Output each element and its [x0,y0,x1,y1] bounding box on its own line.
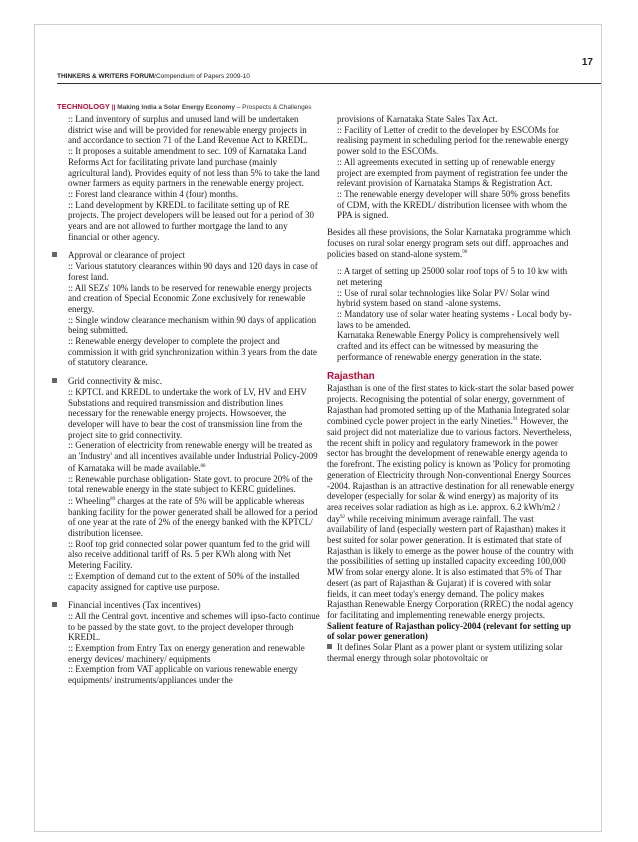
footnote-ref: 90 [462,250,468,256]
left-column [58,114,320,686]
grid-item: :: Roof top grid connected solar power quantum fed to the grid will also receive additional tariff of Rs. 5 per KWh along with Net Metering Facility. [68,538,310,571]
header-rule [57,83,601,84]
rajasthan-paragraph [327,383,575,620]
land-items [58,114,320,242]
continued-item: :: The renewable energy developer will share 50% gross benefits of CDM, with the KREDL/ distribution licensee with whom the PPA is signed. [337,188,570,221]
header-category: TECHNOLOGY [57,102,110,111]
rajasthan-text: while receiving minimum average rainfall. The vast availability of land (especially western part of Rajasthan) makes it best suited for solar power generation. It is estimated that state of Rajasthan is likely to emerge as the power house of the country with the possibilities of setting up installed capacity exceeding 100,000 MW from solar energy alone. It is also estimated that 5% of Thar desert (as part of Rajasthan & Gujarat) if is covered with solar fields, it can meet today's energy demand. The policy makes Rajasthan Renewable Energy Corporation (RREC) the nodal agency for facilitating and implementing renewable energy projects. [327,513,574,620]
bullet-square-icon [52,602,57,607]
header-separator: || [111,104,116,111]
bullet-square-icon [52,252,57,257]
rajasthan-heading: Rajasthan [327,371,375,383]
footnote-ref: 91 [512,417,518,423]
footnote-ref: 92 [340,514,345,520]
right-column [327,114,575,663]
footnote-ref: 88 [200,463,206,469]
salient-heading: Salient feature of Rajasthan policy-2004 (relevant for setting up of solar power generation) [327,620,571,642]
header-org: THINKERS & WRITERS FORUM [57,73,155,80]
header-subtitle: – Prospects & Challenges [234,104,312,111]
approval-item: :: All SEZs' 10% lands to be reserved for renewable energy projects and creation of Special Economic Zone exclusively for renewable energy. [68,282,312,314]
grid-item-text: charges at the rate of 5% will be applicable whereas banking facility for the power generated shall be allowed for a period of one year at the rate of 2% of the energy banked with the KPTCL/ distribution licensee. [68,495,318,539]
rajasthan-text: Rajasthan is one of the first states to kick-start the solar based power projects. Recognising the potential of solar energy, government of Rajasthan had promoted setting up of the Mathania Integrated solar combined cycle power project in the early Nineties. [327,383,574,427]
running-header [57,73,250,80]
target-items [327,266,575,362]
page-number: 17 [581,57,593,68]
financial-section [58,600,320,686]
land-item: :: Land inventory of surplus and unused land will be undertaken district wise and will be provided for renewable energy projects in and accordance to section 71 of the Land Revenue Act to KREDL. [68,114,308,146]
continued-item: provisions of Karnataka State Sales Tax Act. [337,114,498,124]
land-item: :: Land development by KREDL to facilitate setting up of RE projects. The project developers will be leased out for a period of 30 years and are not allowed to further mortgage the land to any financial or other agency. [68,199,315,242]
header-compendium: /Compendium of Papers 2009-10 [154,73,250,80]
bullet-square-icon [327,644,332,649]
besides-paragraph [327,227,575,260]
bullet-square-icon [52,378,57,383]
grid-item: :: KPTCL and KREDL to undertake the work of LV, HV and EHV Substations and required transmission and distribution lines necessary for the renewable energy projects. Howsoever, the developer will have to bear the cost of transmission line from the project site to grid connectivity. [68,386,307,440]
approval-item: :: Various statutory clearances within 90 days and 120 days in case of forest land. [68,261,318,282]
grid-title: Grid connectivity & misc. [68,376,162,387]
approval-title: Approval or clearance of project [68,250,185,261]
footnote-ref: 89 [110,496,116,502]
financial-item: :: Exemption from VAT applicable on various renewable energy equipments/ instruments/appliances under the [68,664,298,686]
approval-section [58,250,320,368]
section-header [57,102,312,111]
target-item: :: A target of setting up 25000 solar roof tops of 5 to 10 kw with net metering [337,266,568,287]
approval-item: :: Renewable energy developer to complete the project and commission it with grid synchronization within 3 years from the date of statutory clearance. [68,336,317,368]
land-item: :: Forest land clearance within 4 (four) months. [68,188,238,199]
land-item: :: It proposes a suitable amendment to sec. 109 of Karnataka Land Reforms Act for facilitating private land purchase (mainly agricultural land). Provides equity of not less than 5% to take the land owner farmers as equity partners in the renewable energy project. [68,146,320,189]
grid-item: :: Exemption of demand cut to the extent of 50% of the installed capacity assigned for captive use purpose. [68,570,300,592]
financial-item: :: Exemption from Entry Tax on energy generation and renewable energy devices/ machinery/ equipments [68,643,305,664]
continued-item: :: All agreements executed in setting up of renewable energy project are exempted from payment of registration fee under the relevant provision of Karnataka Stamps & Registration Act. [337,156,568,189]
financial-title: Financial incentives (Tax incentives) [68,600,201,611]
continued-item: :: Facility of Letter of credit to the developer by ESCOMs for realising payment in scheduling period for the renewable energy power sold to the ESCOMs. [337,124,569,157]
grid-item-text: :: Wheeling [68,495,111,506]
grid-item: :: Renewable purchase obligation- State govt. to procure 20% of the total renewable energy in the state subject to KERC guidelines. [68,473,313,495]
target-item: :: Use of rural solar technologies like Solar PV/ Solar wind hybrid system based on stand -alone systems. [337,287,550,309]
grid-item [68,440,320,473]
header-title: Making India a Solar Energy Economy [117,104,235,111]
rajasthan-text: However, the said project did not materialize due to various factors. Nevertheless, the recent shift in policy and regulatory framework in the power sector has brought the development of renewable energy agenda to the forefront. The existing policy is known as 'Policy for promoting generation of Electricity through Non-conventional Energy Sources -2004. Rajasthan is an attractive destination for all renewable energy developer (especially for solar & wind energy) as majority of its area receives solar radiation as high as i.e. approx. 6.2 kWh/m2 / day [327,416,575,524]
grid-section [58,376,320,592]
financial-item: :: All the Central govt. incentive and schemes will ipso-facto continue to be passed by the state govt. to the project developer through KREDL. [68,610,320,643]
salient-item [327,642,575,663]
target-item: Karnataka Renewable Energy Policy is comprehensively well crafted and its effect can be witnessed by measuring the performance of renewable energy generation in the state. [337,330,560,362]
grid-item-text: :: Generation of electricity from renewable energy will be treated as an 'Industry' and all incentives available under Industrial Policy-2009 of Karnataka will be made available. [68,440,318,473]
grid-item [68,495,320,539]
approval-item: :: Single window clearance mechanism within 90 days of application being submitted. [68,314,317,336]
besides-text: Besides all these provisions, the Solar Karnataka programme which focuses on rural solar energy program sets out diff. approaches and policies based on stand-alone system. [327,227,571,260]
continued-items [327,114,575,221]
target-item: :: Mandatory use of solar water heating systems - Local body by- laws to be amended. [337,308,572,330]
salient-text: It defines Solar Plant as a power plant or system utilizing solar thermal energy through solar photovoltaic or [327,642,563,663]
